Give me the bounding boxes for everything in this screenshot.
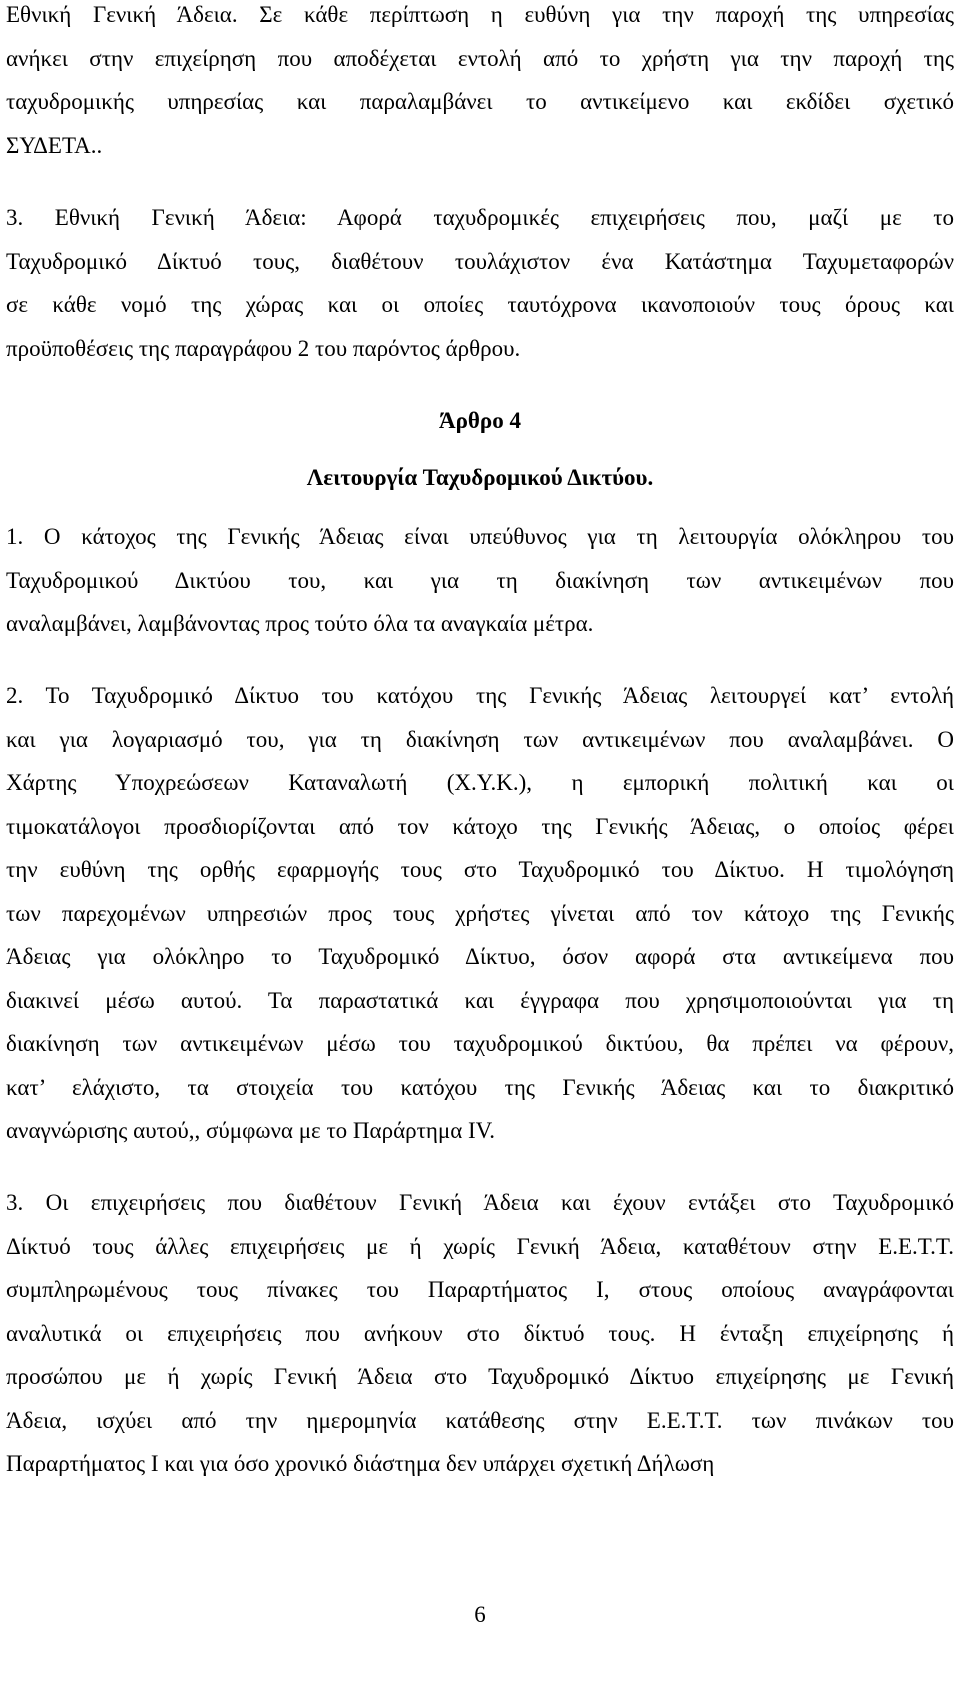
text-line: διακινεί μέσω αυτού. Τα παραστατικά και έγγραφα που χρησιμοποιούνται για τη <box>6 988 954 1013</box>
text-line: ΣΥΔΕΤΑ.. <box>6 133 103 158</box>
article-subtitle: Λειτουργία Ταχυδρομικού Δικτύου. <box>306 465 654 490</box>
text-line: 1. Ο κάτοχος της Γενικής Άδειας είναι υπεύθυνος για τη λειτουργία ολόκληρου του <box>6 524 954 549</box>
text-line: την ευθύνη της ορθής εφαρμογής τους στο Ταχυδρομικό του Δίκτυο. Η τιμολόγηση <box>6 857 954 882</box>
text-line: συμπληρωμένους τους πίνακες του Παραρτήματος Ι, στους οποίους αναγράφονται <box>6 1277 954 1302</box>
text-line: προσώπου με ή χωρίς Γενική Άδεια στο Ταχυδρομικό Δίκτυο επιχείρησης με Γενική <box>6 1364 954 1389</box>
text-line: αναλυτικά οι επιχειρήσεις που ανήκουν στο δίκτυό τους. Η ένταξη επιχείρησης ή <box>6 1321 954 1346</box>
text-line: Ταχυδρομικό Δίκτυό τους, διαθέτουν τουλάχιστον ένα Κατάστημα Ταχυμεταφορών <box>6 249 954 274</box>
text-line: 2. Το Ταχυδρομικό Δίκτυο του κατόχου της Γενικής Άδειας λειτουργεί κατ’ εντολή <box>6 683 954 708</box>
text-line: Άδεια, ισχύει από την ημερομηνία κατάθεσης στην Ε.Ε.Τ.Τ. των πινάκων του <box>6 1408 954 1433</box>
text-line: 3. Εθνική Γενική Άδεια: Αφορά ταχυδρομικές επιχειρήσεις που, μαζί με το <box>6 205 954 230</box>
text-line: Ταχυδρομικού Δικτύου του, και για τη διακίνηση των αντικειμένων που <box>6 568 954 593</box>
text-line: τιμοκατάλογοι προσδιορίζονται από τον κάτοχο της Γενικής Άδειας, ο οποίος φέρει <box>6 814 954 839</box>
text-line: σε κάθε νομό της χώρας και οι οποίες ταυτόχρονα ικανοποιούν τους όρους και <box>6 292 954 317</box>
text-line: Άδειας για ολόκληρο το Ταχυδρομικό Δίκτυο, όσον αφορά στα αντικείμενα που <box>6 944 954 969</box>
text-line: ανήκει στην επιχείρηση που αποδέχεται εντολή από το χρήστη για την παροχή της <box>6 46 954 71</box>
text-line: ταχυδρομικής υπηρεσίας και παραλαμβάνει το αντικείμενο και εκδίδει σχετικό <box>6 89 954 114</box>
text-line: κατ’ ελάχιστο, τα στοιχεία του κατόχου της Γενικής Άδειας και το διακριτικό <box>6 1075 954 1100</box>
text-line: και για λογαριασμό του, για τη διακίνηση των αντικειμένων που αναλαμβάνει. Ο <box>6 727 954 752</box>
text-line: Δίκτυό τους άλλες επιχειρήσεις με ή χωρίς Γενική Άδεια, καταθέτουν στην Ε.Ε.Τ.Τ. <box>6 1234 954 1259</box>
page-number: 6 <box>474 1602 486 1627</box>
text-line: 3. Οι επιχειρήσεις που διαθέτουν Γενική Άδεια και έχουν εντάξει στο Ταχυδρομικό <box>6 1190 954 1215</box>
text-line: Εθνική Γενική Άδεια. Σε κάθε περίπτωση η ευθύνη για την παροχή της υπηρεσίας <box>6 2 954 27</box>
text-line: διακίνηση των αντικειμένων μέσω του ταχυδρομικού δικτύου, θα πρέπει να φέρουν, <box>6 1031 954 1056</box>
article-title: Άρθρο 4 <box>439 408 521 433</box>
text-line: Παραρτήματος Ι και για όσο χρονικό διάστημα δεν υπάρχει σχετική Δήλωση <box>6 1451 715 1476</box>
text-line: αναγνώρισης αυτού,, σύμφωνα με το Παράρτημα IV. <box>6 1118 496 1143</box>
text-line: Χάρτης Υποχρεώσεων Καταναλωτή (Χ.Υ.Κ.), η εμπορική πολιτική και οι <box>6 770 954 795</box>
text-line: των παρεχομένων υπηρεσιών προς τους χρήστες γίνεται από τον κάτοχο της Γενικής <box>6 901 954 926</box>
text-line: αναλαμβάνει, λαμβάνοντας προς τούτο όλα τα αναγκαία μέτρα. <box>6 611 594 636</box>
text-line: προϋποθέσεις της παραγράφου 2 του παρόντος άρθρου. <box>6 336 521 361</box>
